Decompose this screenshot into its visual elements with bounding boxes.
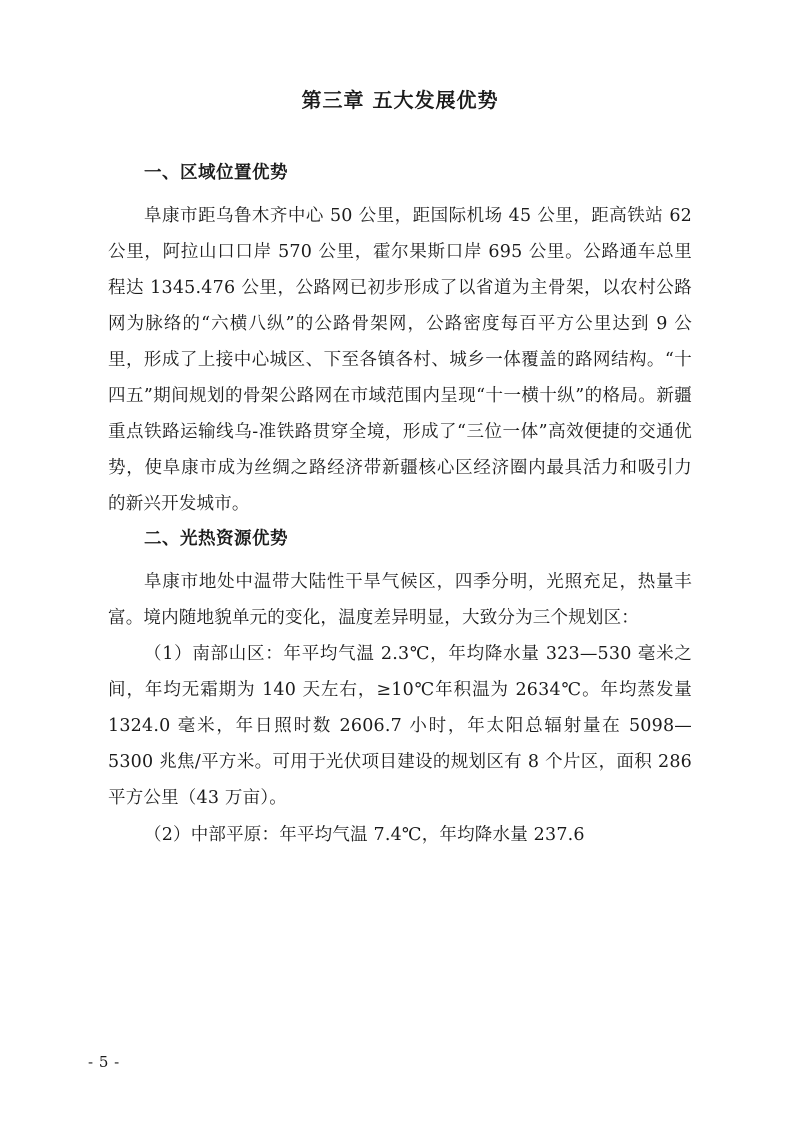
page-number: - 5 - xyxy=(88,1053,120,1071)
page-content xyxy=(108,86,692,853)
section-1-paragraph-1: 阜康市距乌鲁木齐中心 50 公里，距国际机场 45 公里，距高铁站 62 公里，阿拉山口口岸 570 公里，霍尔果斯口岸 695 公里。公路通车总里程达 1345.476 公里，公路网已初步形成了以省道为主骨架，以农村公路网为脉络的“六横八纵”的公路骨架网，公路密度每百平方公里达到 9 公里，形成了上接中心城区、下至各镇各村、城乡一体覆盖的路网结构。“十四五”期间规划的骨架公路网在市域范围内呈现“十一横十纵”的格局。新疆重点铁路运输线乌-准铁路贯穿全境，形成了“三位一体”高效便捷的交通优势，使阜康市成为丝绸之路经济带新疆核心区经济圈内最具活力和吸引力的新兴开发城市。 xyxy=(108,205,692,515)
section-heading-2: 二、光热资源优势 xyxy=(144,529,288,550)
section-heading-1: 一、区域位置优势 xyxy=(144,163,288,183)
page-title: 第三章 五大发展优势 xyxy=(301,88,499,112)
section-2-paragraph-3: （2）中部平原：年平均气温 7.4℃，年均降水量 237.6 xyxy=(144,824,585,845)
section-2-paragraph-2: （1）南部山区：年平均气温 2.3℃，年均降水量 323—530 毫米之间，年均无霜期为 140 天左右，≥10℃年积温为 2634℃。年均蒸发量 1324.0 毫米，年日照时数 2606.7 小时，年太阳总辐射量在 5098—5300 兆焦/平方米。可用于光伏项目建设的规划区有 8 个片区，面积 286 平方公里（43 万亩）。 xyxy=(108,644,692,809)
section-2-paragraph-1: 阜康市地处中温带大陆性干旱气候区，四季分明，光照充足，热量丰富。境内随地貌单元的变化，温度差异明显，大致分为三个规划区： xyxy=(108,572,692,629)
